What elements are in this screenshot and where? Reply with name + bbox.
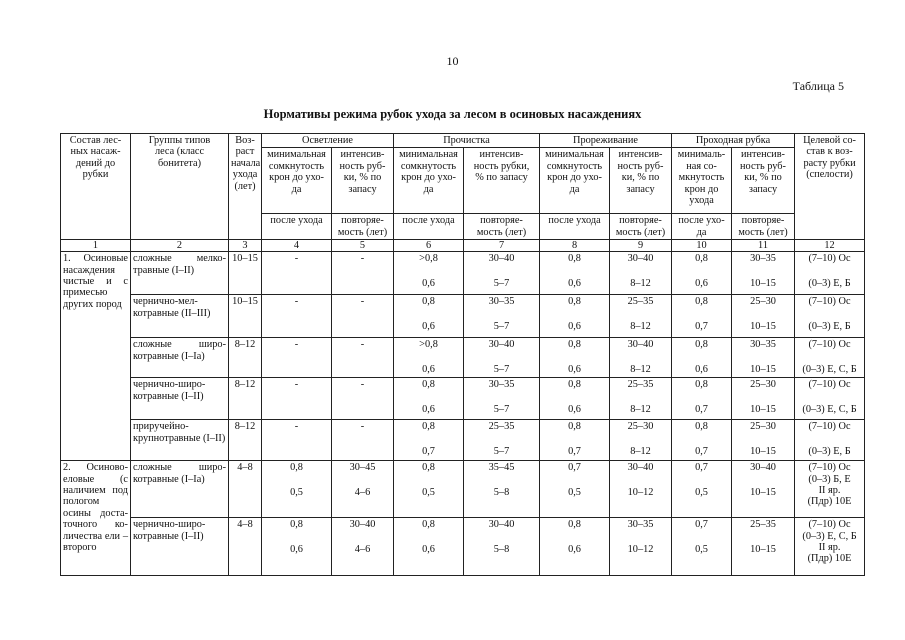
value-cell: 30–40 8–12 — [610, 252, 672, 295]
value-cell: 0,8 0,6 — [394, 295, 464, 338]
target-composition-cell: (7–10) Ос (0–3) Е, С, Б II яр. (Пдр) 10Е — [795, 518, 865, 576]
table-row — [61, 518, 865, 576]
norms-table — [60, 133, 865, 576]
target-composition-cell: (7–10) Ос (0–3) Е, Б — [795, 295, 865, 338]
forest-group-cell: сложные широ-котравные (I–Ia) — [131, 461, 229, 518]
target-composition-cell: (7–10) Ос (0–3) Е, С, Б — [795, 378, 865, 420]
value-cell: 25–35 8–12 — [610, 295, 672, 338]
table-label: Таблица 5 — [792, 79, 844, 93]
value-cell: 30–35 10–15 — [732, 338, 795, 378]
value-cell: 30–45 4–6 — [332, 461, 394, 518]
column-number: 5 — [332, 240, 394, 252]
column-number: 3 — [229, 240, 262, 252]
column-number: 1 — [61, 240, 131, 252]
start-age-cell: 10–15 — [229, 252, 262, 295]
column-number: 6 — [394, 240, 464, 252]
value-cell: 0,8 0,7 — [672, 378, 732, 420]
header-target-composition: Целевой со- став к воз- расту рубки (спелости) — [795, 134, 865, 240]
header-after-4: после ухо- да — [672, 214, 732, 240]
forest-group-cell: сложные мелко-травные (I–II) — [131, 252, 229, 295]
target-composition-cell: (7–10) Ос (0–3) Е, С, Б — [795, 338, 865, 378]
value-cell: 25–35 10–15 — [732, 518, 795, 576]
header-after-3: после ухода — [540, 214, 610, 240]
header-min-density-4: минималь- ная со- мкнутость крон до ухода — [672, 148, 732, 214]
value-cell: 0,8 0,7 — [672, 295, 732, 338]
value-cell: 25–30 10–15 — [732, 378, 795, 420]
value-cell: 0,8 0,6 — [394, 378, 464, 420]
value-cell: 25–30 10–15 — [732, 420, 795, 461]
value-cell: - — [262, 295, 332, 338]
header-intensity-1: интенсив- ность руб- ки, % по запасу — [332, 148, 394, 214]
header-min-density-1: минимальная сомкнутость крон до ухо- да — [262, 148, 332, 214]
column-number: 11 — [732, 240, 795, 252]
value-cell: 30–40 8–12 — [610, 338, 672, 378]
value-cell: 30–35 10–12 — [610, 518, 672, 576]
header-intensity-4: интенсив- ность руб- ки, % по запасу — [732, 148, 795, 214]
value-cell: 0,8 0,5 — [394, 461, 464, 518]
value-cell: - — [332, 338, 394, 378]
value-cell: 30–40 10–15 — [732, 461, 795, 518]
value-cell: 0,8 0,6 — [540, 518, 610, 576]
forest-group-cell: сложные широ-котравные (I–Ia) — [131, 338, 229, 378]
header-after-1: после ухода — [262, 214, 332, 240]
value-cell: - — [332, 295, 394, 338]
header-repeat-3: повторяе- мость (лет) — [610, 214, 672, 240]
table-row — [61, 378, 865, 420]
header-repeat-4: повторяе- мость (лет) — [732, 214, 795, 240]
value-cell: 0,8 0,6 — [672, 252, 732, 295]
header-composition: Состав лес- ных насаж- дений до рубки — [61, 134, 131, 240]
value-cell: - — [262, 420, 332, 461]
value-cell: 30–40 5–8 — [464, 518, 540, 576]
header-repeat-1: повторяе- мость (лет) — [332, 214, 394, 240]
value-cell: - — [262, 378, 332, 420]
page-number: 10 — [446, 54, 459, 68]
target-composition-cell: (7–10) Ос (0–3) Е, Б — [795, 420, 865, 461]
target-composition-cell: (7–10) Ос (0–3) Б, Е II яр. (Пдр) 10Е — [795, 461, 865, 518]
column-number: 10 — [672, 240, 732, 252]
column-number: 8 — [540, 240, 610, 252]
start-age-cell: 4–8 — [229, 461, 262, 518]
value-cell: 35–45 5–8 — [464, 461, 540, 518]
value-cell: 30–35 10–15 — [732, 252, 795, 295]
value-cell: 25–35 5–7 — [464, 420, 540, 461]
header-intensity-3: интенсив- ность руб- ки, % по запасу — [610, 148, 672, 214]
start-age-cell: 4–8 — [229, 518, 262, 576]
value-cell: 0,8 0,6 — [540, 378, 610, 420]
value-cell: 0,8 0,6 — [394, 518, 464, 576]
table-row — [61, 295, 865, 338]
header-intensity-2: интенсив- ность рубки, % по запасу — [464, 148, 540, 214]
value-cell: 0,8 0,7 — [540, 420, 610, 461]
forest-group-cell: чернично-мел-котравные (II–III) — [131, 295, 229, 338]
value-cell: 30–35 5–7 — [464, 295, 540, 338]
value-cell: - — [332, 420, 394, 461]
value-cell: - — [332, 252, 394, 295]
value-cell: 0,7 0,5 — [672, 518, 732, 576]
composition-cell: 2. Осиново-еловые (с наличием под пологом осины доста-точного ко-личества ели – второго — [61, 461, 131, 576]
value-cell: >0,8 0,6 — [394, 252, 464, 295]
header-min-density-3: минимальная сомкнутость крон до ухо- да — [540, 148, 610, 214]
value-cell: 0,8 0,6 — [540, 252, 610, 295]
header-min-density-2: минимальная сомкнутость крон до ухо- да — [394, 148, 464, 214]
value-cell: 30–40 10–12 — [610, 461, 672, 518]
value-cell: 30–40 4–6 — [332, 518, 394, 576]
value-cell: 25–30 8–12 — [610, 420, 672, 461]
column-number-row — [61, 240, 865, 252]
value-cell: - — [332, 378, 394, 420]
table-row — [61, 252, 865, 295]
value-cell: 0,7 0,5 — [540, 461, 610, 518]
value-cell: 30–35 5–7 — [464, 378, 540, 420]
header-after-2: после ухода — [394, 214, 464, 240]
value-cell: 0,8 0,5 — [262, 461, 332, 518]
target-composition-cell: (7–10) Ос (0–3) Е, Б — [795, 252, 865, 295]
value-cell: 30–40 5–7 — [464, 252, 540, 295]
composition-cell: 1. Осиновые насаждения чистые и с примесью других пород — [61, 252, 131, 461]
value-cell: 0,7 0,5 — [672, 461, 732, 518]
value-cell: 0,8 0,6 — [672, 338, 732, 378]
header-start-age: Воз- раст начала ухода (лет) — [229, 134, 262, 240]
header-group-prokhodnaya: Проходная рубка — [672, 134, 795, 148]
table-title: Нормативы режима рубок ухода за лесом в осиновых насаждениях — [263, 107, 642, 121]
forest-group-cell: приручейно-крупнотравные (I–II) — [131, 420, 229, 461]
start-age-cell: 8–12 — [229, 420, 262, 461]
value-cell: 0,8 0,6 — [540, 338, 610, 378]
header-row-groups — [61, 134, 865, 148]
table-row — [61, 338, 865, 378]
value-cell: 0,8 0,7 — [672, 420, 732, 461]
value-cell: 0,8 0,6 — [262, 518, 332, 576]
value-cell: 25–30 10–15 — [732, 295, 795, 338]
start-age-cell: 10–15 — [229, 295, 262, 338]
header-group-prorezhivanie: Прореживание — [540, 134, 672, 148]
start-age-cell: 8–12 — [229, 378, 262, 420]
start-age-cell: 8–12 — [229, 338, 262, 378]
column-number: 4 — [262, 240, 332, 252]
column-number: 9 — [610, 240, 672, 252]
value-cell: >0,8 0,6 — [394, 338, 464, 378]
value-cell: 30–40 5–7 — [464, 338, 540, 378]
forest-group-cell: чернично-широ-котравные (I–II) — [131, 518, 229, 576]
header-group-osvetlenie: Осветление — [262, 134, 394, 148]
value-cell: - — [262, 252, 332, 295]
value-cell: 25–35 8–12 — [610, 378, 672, 420]
header-forest-groups: Группы типов леса (класс бонитета) — [131, 134, 229, 240]
column-number: 7 — [464, 240, 540, 252]
forest-group-cell: чернично-широ-котравные (I–II) — [131, 378, 229, 420]
value-cell: - — [262, 338, 332, 378]
header-repeat-2: повторяе- мость (лет) — [464, 214, 540, 240]
column-number: 2 — [131, 240, 229, 252]
column-number: 12 — [795, 240, 865, 252]
table-row — [61, 461, 865, 518]
table-row — [61, 420, 865, 461]
value-cell: 0,8 0,7 — [394, 420, 464, 461]
value-cell: 0,8 0,6 — [540, 295, 610, 338]
header-group-prochistka: Прочистка — [394, 134, 540, 148]
